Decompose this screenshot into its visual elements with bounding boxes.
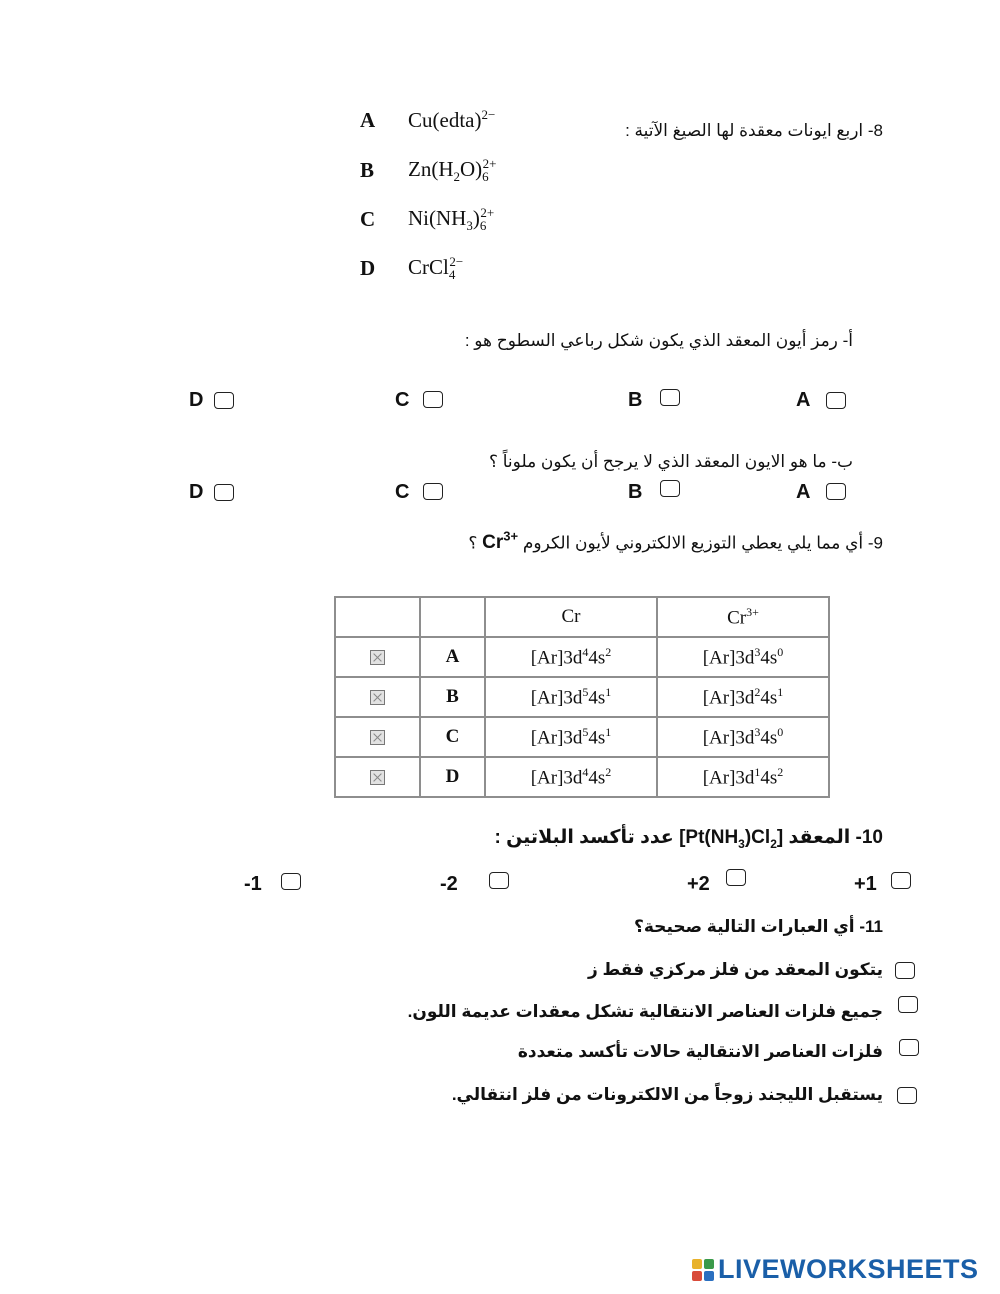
cfg-sup: 1: [605, 724, 612, 739]
q8b-option-d-checkbox[interactable]: [214, 484, 234, 501]
cfg-text: [Ar]3d: [702, 687, 755, 709]
liveworksheets-logo: [692, 1254, 979, 1285]
ion-c-part2: ): [472, 206, 480, 230]
ion-a-base: Cu(edta): [408, 108, 482, 132]
q8-part-a: أ- رمز أيون المعقد الذي يكون شكل رباعي السطوح هو :: [464, 331, 853, 350]
cfg-sup: 5: [582, 684, 589, 699]
q8b-option-b-checkbox[interactable]: [660, 480, 680, 497]
q10-sub1: 3: [738, 836, 745, 851]
row-d-checkbox[interactable]: [370, 770, 385, 785]
table-header-row: [335, 597, 829, 637]
cfg-text: 4s: [760, 687, 778, 709]
header-ion-base: Cr: [727, 607, 747, 629]
q11-statement-4-checkbox[interactable]: [897, 1087, 917, 1104]
row-d-check-cell: [335, 757, 420, 797]
q9-ion-symbol: Cr: [482, 532, 504, 554]
cfg-text: [Ar]3d: [702, 647, 755, 669]
q10-option-minus1-label: -1: [244, 873, 262, 895]
row-d-letter: D: [420, 757, 485, 797]
ion-a-charge: 2−: [481, 107, 496, 122]
cfg-text: 4s: [760, 647, 778, 669]
header-cr-ion: [657, 597, 829, 637]
ion-c-sub1: 3: [466, 218, 473, 234]
row-c-cr: [485, 717, 657, 757]
cfg-text: 4s: [760, 767, 778, 789]
row-d-cr: [485, 757, 657, 797]
ion-c-formula: [408, 205, 494, 234]
q9-ion: [482, 529, 519, 554]
header-empty-2: [420, 597, 485, 637]
row-a-checkbox[interactable]: [370, 650, 385, 665]
q10-formula: [679, 827, 784, 851]
q8a-option-a-label: A: [796, 389, 811, 411]
q10-title: [494, 826, 883, 851]
q10-formula-a: [Pt(NH: [679, 827, 739, 848]
q10-formula-c: ]: [776, 827, 784, 848]
row-c-ion: [657, 717, 829, 757]
q11-statement-2: جميع فلزات العناصر الانتقالية تشكل معقدات عديمة اللون.: [407, 1002, 883, 1021]
table-row: [335, 757, 829, 797]
logo-tile: [692, 1259, 702, 1269]
q11-statement-3-checkbox[interactable]: [899, 1039, 919, 1056]
q8b-option-c-checkbox[interactable]: [423, 483, 443, 500]
q10-suffix: عدد تأكسد البلاتين :: [494, 827, 674, 848]
q10-option-plus1-label: +1: [854, 873, 877, 895]
ion-b-part: Zn(H: [408, 157, 454, 181]
header-ion-charge: 3+: [746, 604, 759, 619]
row-c-letter: C: [420, 717, 485, 757]
q8-title: 8- اربع ايونات معقدة لها الصيغ الآتية :: [625, 121, 883, 140]
row-a-cr: [485, 637, 657, 677]
q10-option-minus1-checkbox[interactable]: [281, 873, 301, 890]
q11-statement-1: يتكون المعقد من فلز مركزي فقط ز: [588, 960, 883, 979]
cfg-sup: 3: [754, 644, 761, 659]
ion-b-charge: 2+: [482, 156, 497, 171]
q8b-option-d-label: D: [189, 481, 204, 503]
ion-d-formula: [408, 254, 463, 283]
cfg-text: [Ar]3d: [530, 647, 583, 669]
q11-statement-4: يستقبل الليجند زوجاً من الالكترونات من فلز انتقالي.: [451, 1085, 883, 1104]
q11-title: 11- أي العبارات التالية صحيحة؟: [634, 917, 883, 936]
ion-d-charge: 2−: [449, 254, 464, 269]
cfg-sup: 3: [754, 724, 761, 739]
q8b-option-a-label: A: [796, 481, 811, 503]
q8a-option-b-label: B: [628, 389, 643, 411]
cfg-sup: 2: [605, 764, 612, 779]
table-row: [335, 637, 829, 677]
q9-title-text: 9- أي مما يلي يعطي التوزيع الالكتروني لأيون الكروم: [522, 533, 883, 553]
cfg-sup: 2: [777, 764, 784, 779]
q10-option-plus2-label: +2: [687, 873, 710, 895]
q10-option-plus2-checkbox[interactable]: [726, 869, 746, 886]
table-row: [335, 717, 829, 757]
logo-grid-icon: [692, 1259, 714, 1281]
ion-c-charge: 2+: [480, 205, 495, 220]
cfg-sup: 4: [582, 764, 589, 779]
row-b-cr: [485, 677, 657, 717]
cfg-text: [Ar]3d: [702, 727, 755, 749]
cfg-sup: 4: [582, 644, 589, 659]
cfg-text: 4s: [588, 767, 606, 789]
ion-d-letter: D: [360, 256, 376, 280]
row-b-letter: B: [420, 677, 485, 717]
cfg-text: [Ar]3d: [702, 767, 755, 789]
table-row: [335, 677, 829, 717]
cfg-text: [Ar]3d: [530, 687, 583, 709]
row-b-checkbox[interactable]: [370, 690, 385, 705]
cfg-sup: 2: [754, 684, 761, 699]
cfg-text: [Ar]3d: [530, 727, 583, 749]
q10-option-minus2-label: -2: [440, 873, 458, 895]
logo-tile: [692, 1271, 702, 1281]
q8-part-b: ب- ما هو الايون المعقد الذي لا يرجح أن يكون ملوناً ؟: [489, 452, 853, 471]
ion-b-part2: O): [460, 157, 483, 181]
cfg-text: [Ar]3d: [530, 767, 583, 789]
q8a-option-d-label: D: [189, 389, 204, 411]
logo-tile: [704, 1259, 714, 1269]
q8a-option-b-checkbox[interactable]: [660, 389, 680, 406]
q8a-option-c-label: C: [395, 389, 410, 411]
q11-statement-1-checkbox[interactable]: [895, 962, 915, 979]
q8a-option-a-checkbox[interactable]: [826, 392, 846, 409]
cfg-sup: 1: [754, 764, 761, 779]
logo-tile: [704, 1271, 714, 1281]
ion-c-part: Ni(NH: [408, 206, 467, 230]
q10-prefix: 10- المعقد: [788, 827, 883, 848]
q10-sub2: 2: [770, 836, 777, 851]
cfg-text: 4s: [588, 687, 606, 709]
cfg-sup: 1: [605, 684, 612, 699]
q8a-option-d-checkbox[interactable]: [214, 392, 234, 409]
q11-statement-3: فلزات العناصر الانتقالية حالات تأكسد متعددة: [517, 1042, 883, 1061]
q11-statement-2-checkbox[interactable]: [898, 996, 918, 1013]
cfg-sup: 2: [605, 644, 612, 659]
cfg-text: 4s: [588, 727, 606, 749]
row-a-ion: [657, 637, 829, 677]
row-b-ion: [657, 677, 829, 717]
q8b-option-a-checkbox[interactable]: [826, 483, 846, 500]
q9-title-suffix: ؟: [468, 533, 478, 553]
ion-b-sub1: 2: [453, 169, 460, 185]
cfg-sup: 1: [777, 684, 784, 699]
q9-title: [468, 529, 883, 554]
header-empty-1: [335, 597, 420, 637]
ion-c-sub2: 6: [479, 218, 487, 234]
ion-d-sub1: 4: [448, 267, 456, 283]
row-c-check-cell: [335, 717, 420, 757]
ion-b-sub2: 6: [482, 169, 489, 185]
header-cr: Cr: [485, 597, 657, 637]
q10-formula-b: )Cl: [744, 827, 771, 848]
cfg-sup: 5: [582, 724, 589, 739]
q8b-option-c-label: C: [395, 481, 410, 503]
row-c-checkbox[interactable]: [370, 730, 385, 745]
q8a-option-c-checkbox[interactable]: [423, 391, 443, 408]
cfg-sup: 0: [777, 644, 784, 659]
config-table: [334, 596, 830, 798]
row-d-ion: [657, 757, 829, 797]
cfg-text: 4s: [588, 647, 606, 669]
ion-b-formula: [408, 156, 497, 185]
row-b-check-cell: [335, 677, 420, 717]
logo-text: LIVEWORKSHEETS: [718, 1254, 979, 1284]
cfg-sup: 0: [777, 724, 784, 739]
ion-d-part: CrCl: [408, 255, 449, 279]
q10-option-plus1-checkbox[interactable]: [891, 872, 911, 889]
ion-c-letter: C: [360, 207, 376, 231]
row-a-letter: A: [420, 637, 485, 677]
ion-a-formula: [408, 107, 495, 133]
ion-b-letter: B: [360, 158, 375, 182]
q10-option-minus2-checkbox[interactable]: [489, 872, 509, 889]
q8b-option-b-label: B: [628, 481, 643, 503]
ion-a-letter: A: [360, 108, 376, 132]
cfg-text: 4s: [760, 727, 778, 749]
q9-ion-charge: 3+: [503, 529, 519, 544]
row-a-check-cell: [335, 637, 420, 677]
